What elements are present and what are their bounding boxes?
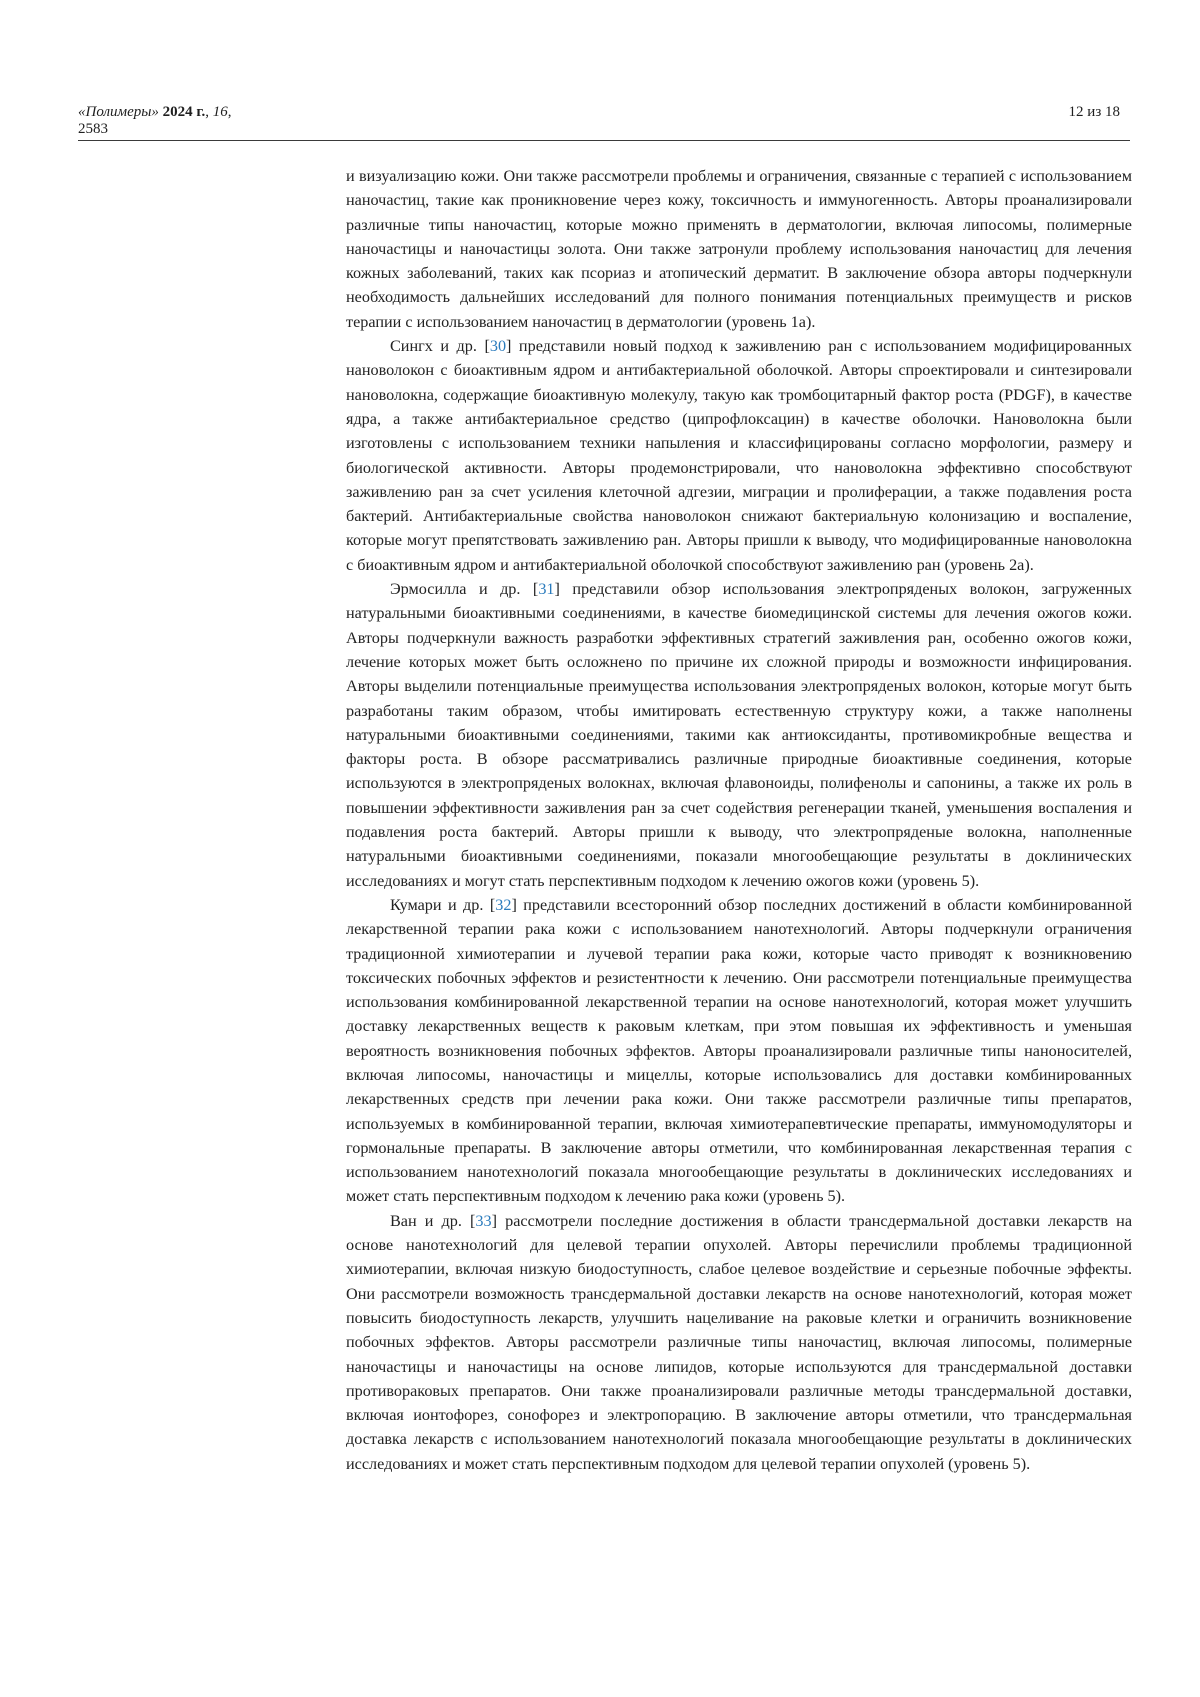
paragraph-singh	[346, 334, 1132, 577]
paragraph-rest: ] представили новый подход к заживлению ран с использованием модифицированных нановолокон с биоактивным ядром и антибактериальной оболочкой. Авторы спроектировали и синтезировали нановолокна, содержащие биоактивную молекулу, такую как тромбоцитарный фактор роста (PDGF), в качестве ядра, а также антибактериальное средство (ципрофлоксацин) в качестве оболочки. Нановолокна были изготовлены с использованием техники напыления и классифицированы согласно морфологии, размеру и биологической активности. Авторы продемонстрировали, что нановолокна эффективно способствуют заживлению ран за счет усиления клеточной адгезии, миграции и пролиферации, а также подавления роста бактерий. Антибактериальные свойства нановолокон снижают бактериальную колонизацию и воспаление, которые могут препятствовать заживлению ран. Авторы пришли к выводу, что модифицированные нановолокна с биоактивным ядром и антибактериальной оболочкой способствуют заживлению ран (уровень 2а).	[346, 337, 1132, 574]
paragraph-hermosilla	[346, 577, 1132, 893]
paragraph-rest: ] представили обзор использования электропряденых волокон, загруженных натуральными биоактивными соединениями, в качестве биомедицинской системы для лечения ожогов кожи. Авторы подчеркнули важность разработки эффективных стратегий заживления ран, особенно ожогов кожи, лечение которых может быть осложнено по причине их сложной природы и возможности инфицирования. Авторы выделили потенциальные преимущества использования электропряденых волокон, которые могут быть разработаны таким образом, чтобы имитировать естественную структуру кожи, а также наполнены натуральными биоактивными соединениями, такими как антиоксиданты, противомикробные вещества и факторы роста. В обзоре рассматривались различные природные биоактивные соединения, которые используются в электропряденых волокнах, включая флавоноиды, полифенолы и сапонины, а также их роль в повышении эффективности заживления ран за счет содействия регенерации тканей, уменьшения воспаления и подавления роста бактерий. Авторы пришли к выводу, что электропряденые волокна, наполненные натуральными биоактивными соединениями, показали многообещающие результаты в доклинических исследованиях и могут стать перспективным подходом к лечению ожогов кожи (уровень 5).	[346, 580, 1132, 890]
paragraph-lead: Кумари и др. [	[390, 895, 496, 914]
citation-link-31[interactable]: 31	[538, 580, 555, 599]
paragraph-lead: Эрмосилла и др. [	[390, 580, 539, 599]
paragraph-rest: ] рассмотрели последние достижения в области трансдермальной доставки лекарств на основе нанотехнологий для целевой терапии опухолей. Авторы перечислили проблемы традиционной химиотерапии, включая низкую биодоступность, слабое целевое воздействие и серьезные побочные эффекты. Они рассмотрели возможность трансдермальной доставки лекарств на основе нанотехнологий, которая может повысить биодоступность лекарств, улучшить нацеливание на раковые клетки и ограничить возникновение побочных эффектов. Авторы рассмотрели различные типы наночастиц, включая липосомы, полимерные наночастицы и наночастицы на основе липидов, которые используются для трансдермальной доставки противораковых препаратов. Они также проанализировали различные методы трансдермальной доставки, включая ионтофорез, сонофорез и электропорацию. В заключение авторы отметили, что трансдермальная доставка лекарств с использованием нанотехнологий показала многообещающие результаты в доклинических исследованиях и может стать перспективным подходом для целевой терапии опухолей (уровень 5).	[346, 1211, 1132, 1473]
paragraph-rest: ] представили всесторонний обзор последних достижений в области комбинированной лекарственной терапии рака кожи с использованием нанотехнологий. Авторы подчеркнули ограничения традиционной химиотерапии и лучевой терапии рака кожи, которые часто приводят к возникновению токсических побочных эффектов и резистентности к лечению. Они рассмотрели потенциальные преимущества использования комбинированной лекарственной терапии на основе нанотехнологий, которая может улучшить доставку лекарственных веществ к раковым клеткам, при этом повышая их эффективность и уменьшая вероятность возникновения побочных эффектов. Авторы проанализировали различные типы наноносителей, включая липосомы, наночастицы и мицеллы, которые использовались для доставки комбинированных лекарственных средств при лечении рака кожи. Они также рассмотрели различные типы препаратов, используемых в комбинированной терапии, включая химиотерапевтические препараты, иммуномодуляторы и гормональные препараты. В заключение авторы отметили, что комбинированная лекарственная терапия с использованием нанотехнологий показала многообещающие результаты в доклинических исследованиях и может стать перспективным подходом к лечению рака кожи (уровень 5).	[346, 895, 1132, 1206]
paragraph-lead: Сингх и др. [	[390, 337, 490, 356]
paragraph-kumari	[346, 893, 1132, 1209]
page-number: 12 из 18	[1068, 104, 1120, 120]
paragraph-wang	[346, 1209, 1132, 1476]
citation-link-33[interactable]: 33	[475, 1211, 492, 1230]
journal-name: «Полимеры»	[78, 104, 159, 120]
journal-volume: 16	[212, 104, 228, 120]
journal-year: 2024 г.	[162, 104, 206, 120]
citation-link-32[interactable]: 32	[495, 895, 512, 914]
article-body	[346, 164, 1132, 1476]
paragraph-continuation: и визуализацию кожи. Они также рассмотрели проблемы и ограничения, связанные с терапией с использованием наночастиц, такие как проникновение через кожу, токсичность и иммуногенность. Авторы проанализировали различные типы наночастиц, которые можно применять в дерматологии, включая липосомы, полимерные наночастицы и наночастицы золота. Они также затронули проблему использования наночастиц для лечения кожных заболеваний, таких как псориаз и атопический дерматит. В заключение обзора авторы подчеркнули необходимость дальнейших исследований для полного понимания потенциальных преимуществ и рисков терапии с использованием наночастиц в дерматологии (уровень 1а).	[346, 167, 1132, 331]
journal-citation: «Полимеры» 2024 г., 16, 2583	[78, 104, 232, 137]
paragraph-lead: Ван и др. [	[390, 1211, 476, 1230]
page-header	[78, 104, 1130, 141]
article-number: 2583	[78, 121, 108, 137]
citation-link-30[interactable]: 30	[489, 337, 507, 356]
